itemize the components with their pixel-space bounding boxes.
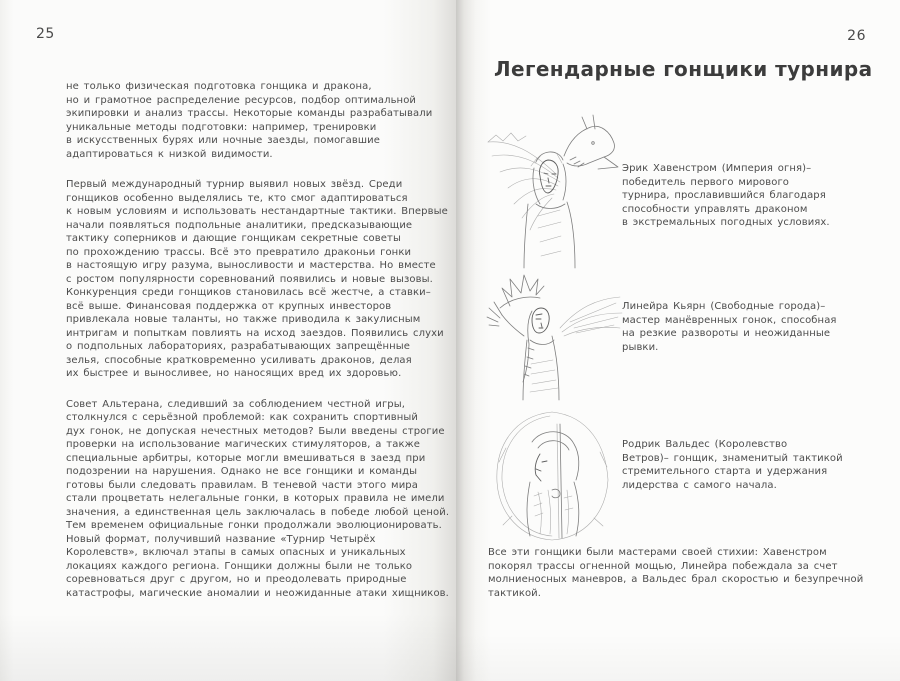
racer-description-erik: Эрик Хавенстром (Империя огня)– победитель первого мирового турнира, прославившийся благодаря способности управлять драконом в экстремальных погодных условиях. [622, 163, 830, 228]
paragraph-3: Совет Альтерана, следивший за соблюдением честной игры, столкнулся с серьёзной проблемой: как сохранить спортивный дух гонок, не допуская нечестных методов? Были введены строгие проверки на использование магических стимуляторов, а также специальные арбитры, которые могли вмешиваться в заезд при подозрении на нарушения. Однако не все гонщики и команды готовы были следовать правилам. В теневой части этого мира стали процветать нелегальные гонки, в которых правила не имели значения, а единственная цель заключалась в победе любой ценой. Тем временем официальные гонки продолжали эволюционировать. Новый формат, получивший название «Турнир Четырёх Королевств», включал этапы в самых опасных и уникальных локациях каждого региона. Гонщики должны были не только соревноваться друг с другом, но и преодолевать природные катастрофы, магические аномалии и неожиданные атаки хищников. [66, 398, 450, 599]
racer-description-rodrik: Родрик Вальдес (Королевство Ветров)– гонщик, знаменитый тактикой стремительного старта и удержания лидерства с самого начала. [622, 439, 843, 491]
page-title: Легендарные гонщики турнира [494, 57, 873, 81]
racer-illustration-dragon-rider-icon [478, 110, 624, 274]
left-page-body [66, 80, 454, 617]
racer-description-lineira: Линейра Кьярн (Свободные города)– мастер манёвренных гонок, способная на резкие развороты и неожиданные рывки. [622, 301, 837, 353]
page-number-right: 26 [847, 28, 866, 44]
right-page [456, 0, 900, 681]
page-number-left: 25 [36, 26, 55, 42]
racer-illustration-female-racer-icon [472, 270, 628, 406]
paragraph-2: Первый международный турнир выявил новых звёзд. Среди гонщиков особенно выделялись те, кто смог адаптироваться к новым условиям и использовать нестандартные тактики. Впервые начали появляться подпольные аналитики, предсказывающие тактику соперников и дающие гонщикам секретные советы по прохождению трассы. Всё это превратило драконьи гонки в настоящую игру разума, выносливости и мастерства. Но вместе с ростом популярности соревнований появились и новые вызовы. Конкуренция среди гонщиков становилась всё жестче, а ставки– всё выше. Финансовая поддержка от крупных инвесторов привлекала новые таланты, но также приводила к закулисным интригам и попыткам повлиять на исход заездов. Появились слухи о подпольных лабораториях, разрабатывающих запрещённые зелья, способные кратковременно усиливать драконов, делая их быстрее и выносливее, но наносящих вред их здоровью. [66, 179, 448, 379]
summary-paragraph: Все эти гонщики были мастерами своей стихии: Хавенстром покорял трассы огненной мощью, Линейра побеждала за счет молниеносных маневров, а Вальдес брал скоростью и безупречной тактикой. [488, 547, 864, 599]
paragraph-1: не только физическая подготовка гонщика и дракона, но и грамотное распределение ресурсов, подбор оптимальной экипировки и анализ трассы. Некоторые команды разрабатывали уникальные методы подготовки: например, тренировки в искусственных бурях или ночные заезды, помогавшие адаптироваться к низкой видимости. [66, 81, 433, 160]
racer-illustration-hooded-racer-icon [482, 406, 624, 546]
